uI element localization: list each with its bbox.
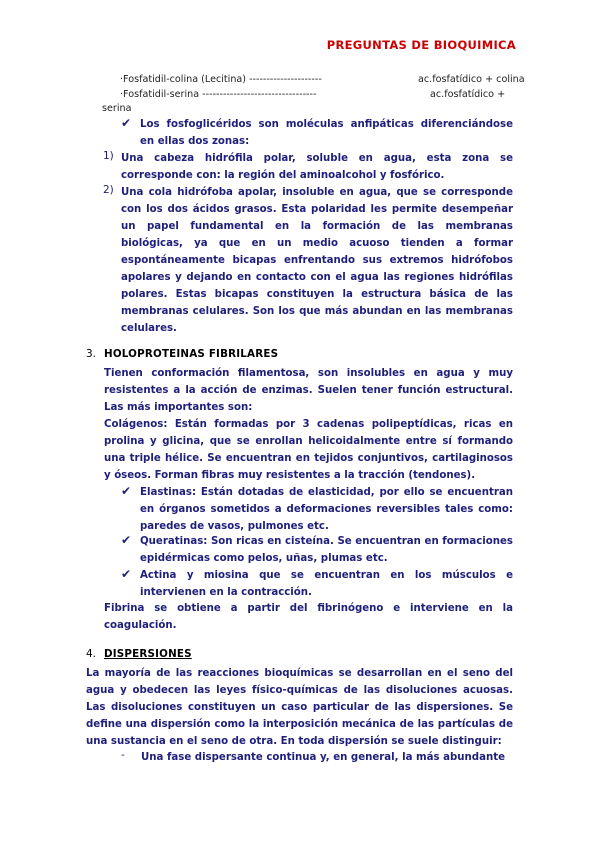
dash-item: Una fase dispersante continua y, en general, la más abundante [141, 752, 505, 763]
dash-bullet: - [121, 749, 125, 761]
list-item: Una cola hidrófoba apolar, insoluble en agua, que se corresponde con los dos ácidos grasos. Esta polaridad les permite desempeñar un papel fundamental en la formación de las membranas biológicas, ya que en un medio acuoso tienden a formar espontáneamente bicapas enfrentando sus extremos hidrófobos apolares y dejando en contacto con el agua las regiones hidrófilas polares. Estas bicapas constituyen la estructura básica de las membranas celulares. Son los que más abundan en las membranas celulares. [121, 187, 513, 334]
intro-line-3: serina [102, 103, 132, 114]
list-item: Una cabeza hidrófila polar, soluble en agua, esta zona se corresponde con: la región del aminoalcohol y fosfórico. [121, 153, 513, 181]
bullet-elastinas: Elastinas: Están dotadas de elasticidad, por ello se encuentran en órganos sometidos a deformaciones reversibles tales como: paredes de vasos, pulmones etc. [140, 487, 513, 532]
check-icon: ✔ [121, 533, 132, 547]
section-title: DISPERSIONES [104, 648, 192, 660]
page-header-title: PREGUNTAS DE BIOQUIMICA [326, 38, 516, 52]
fosfo-paragraph: Los fosfoglicéridos son moléculas anfipáticas diferenciándose en ellas dos zonas: [140, 119, 513, 147]
intro-line-1-left: ·Fosfatidil-colina (Lecitina) --------------------- [120, 74, 322, 85]
section-number: 4. [86, 648, 97, 660]
check-icon: ✔ [121, 116, 132, 130]
fibrina-paragraph: Fibrina se obtiene a partir del fibrinógeno e interviene en la coagulación. [104, 603, 513, 631]
section4-paragraph: La mayoría de las reacciones bioquímicas se desarrollan en el seno del agua y obedecen las leyes físico-químicas de las disoluciones acuosas. Las disoluciones constituyen un caso particular de las dispersiones. Se define una dispersión como la interposición mecánica de las partículas de una sustancia en el seno de otra. En toda dispersión se suele distinguir: [86, 668, 513, 747]
bullet-actina: Actina y miosina que se encuentran en los músculos e intervienen en la contracción. [140, 570, 513, 598]
section3-intro: Tienen conformación filamentosa, son insolubles en agua y muy resistentes a la acción de enzimas. Suelen tener función estructural. Las más importantes son: [104, 368, 513, 413]
colagenos-paragraph: Colágenos: Están formadas por 3 cadenas polipeptídicas, ricas en prolina y glicina, que se enrollan helicoidalmente entre sí formando una triple hélice. Se encuentran en tejidos conjuntivos, cartilaginosos y óseos. Forman fibras muy resistentes a la tracción (tendones). [104, 419, 513, 481]
list-number: 2) [103, 184, 114, 196]
list-number: 1) [103, 150, 114, 162]
check-icon: ✔ [121, 484, 132, 498]
intro-line-1-right: ac.fosfatídico + colina [418, 74, 525, 85]
intro-line-2-left: ·Fosfatidil-serina --------------------------------- [120, 89, 317, 100]
bullet-queratinas: Queratinas: Son ricas en cisteína. Se encuentran en formaciones epidérmicas como pelos, uñas, plumas etc. [140, 536, 513, 564]
section-title: HOLOPROTEINAS FIBRILARES [104, 348, 279, 360]
check-icon: ✔ [121, 567, 132, 581]
section-number: 3. [86, 348, 97, 360]
intro-line-2-right: ac.fosfatídico + [430, 89, 506, 100]
